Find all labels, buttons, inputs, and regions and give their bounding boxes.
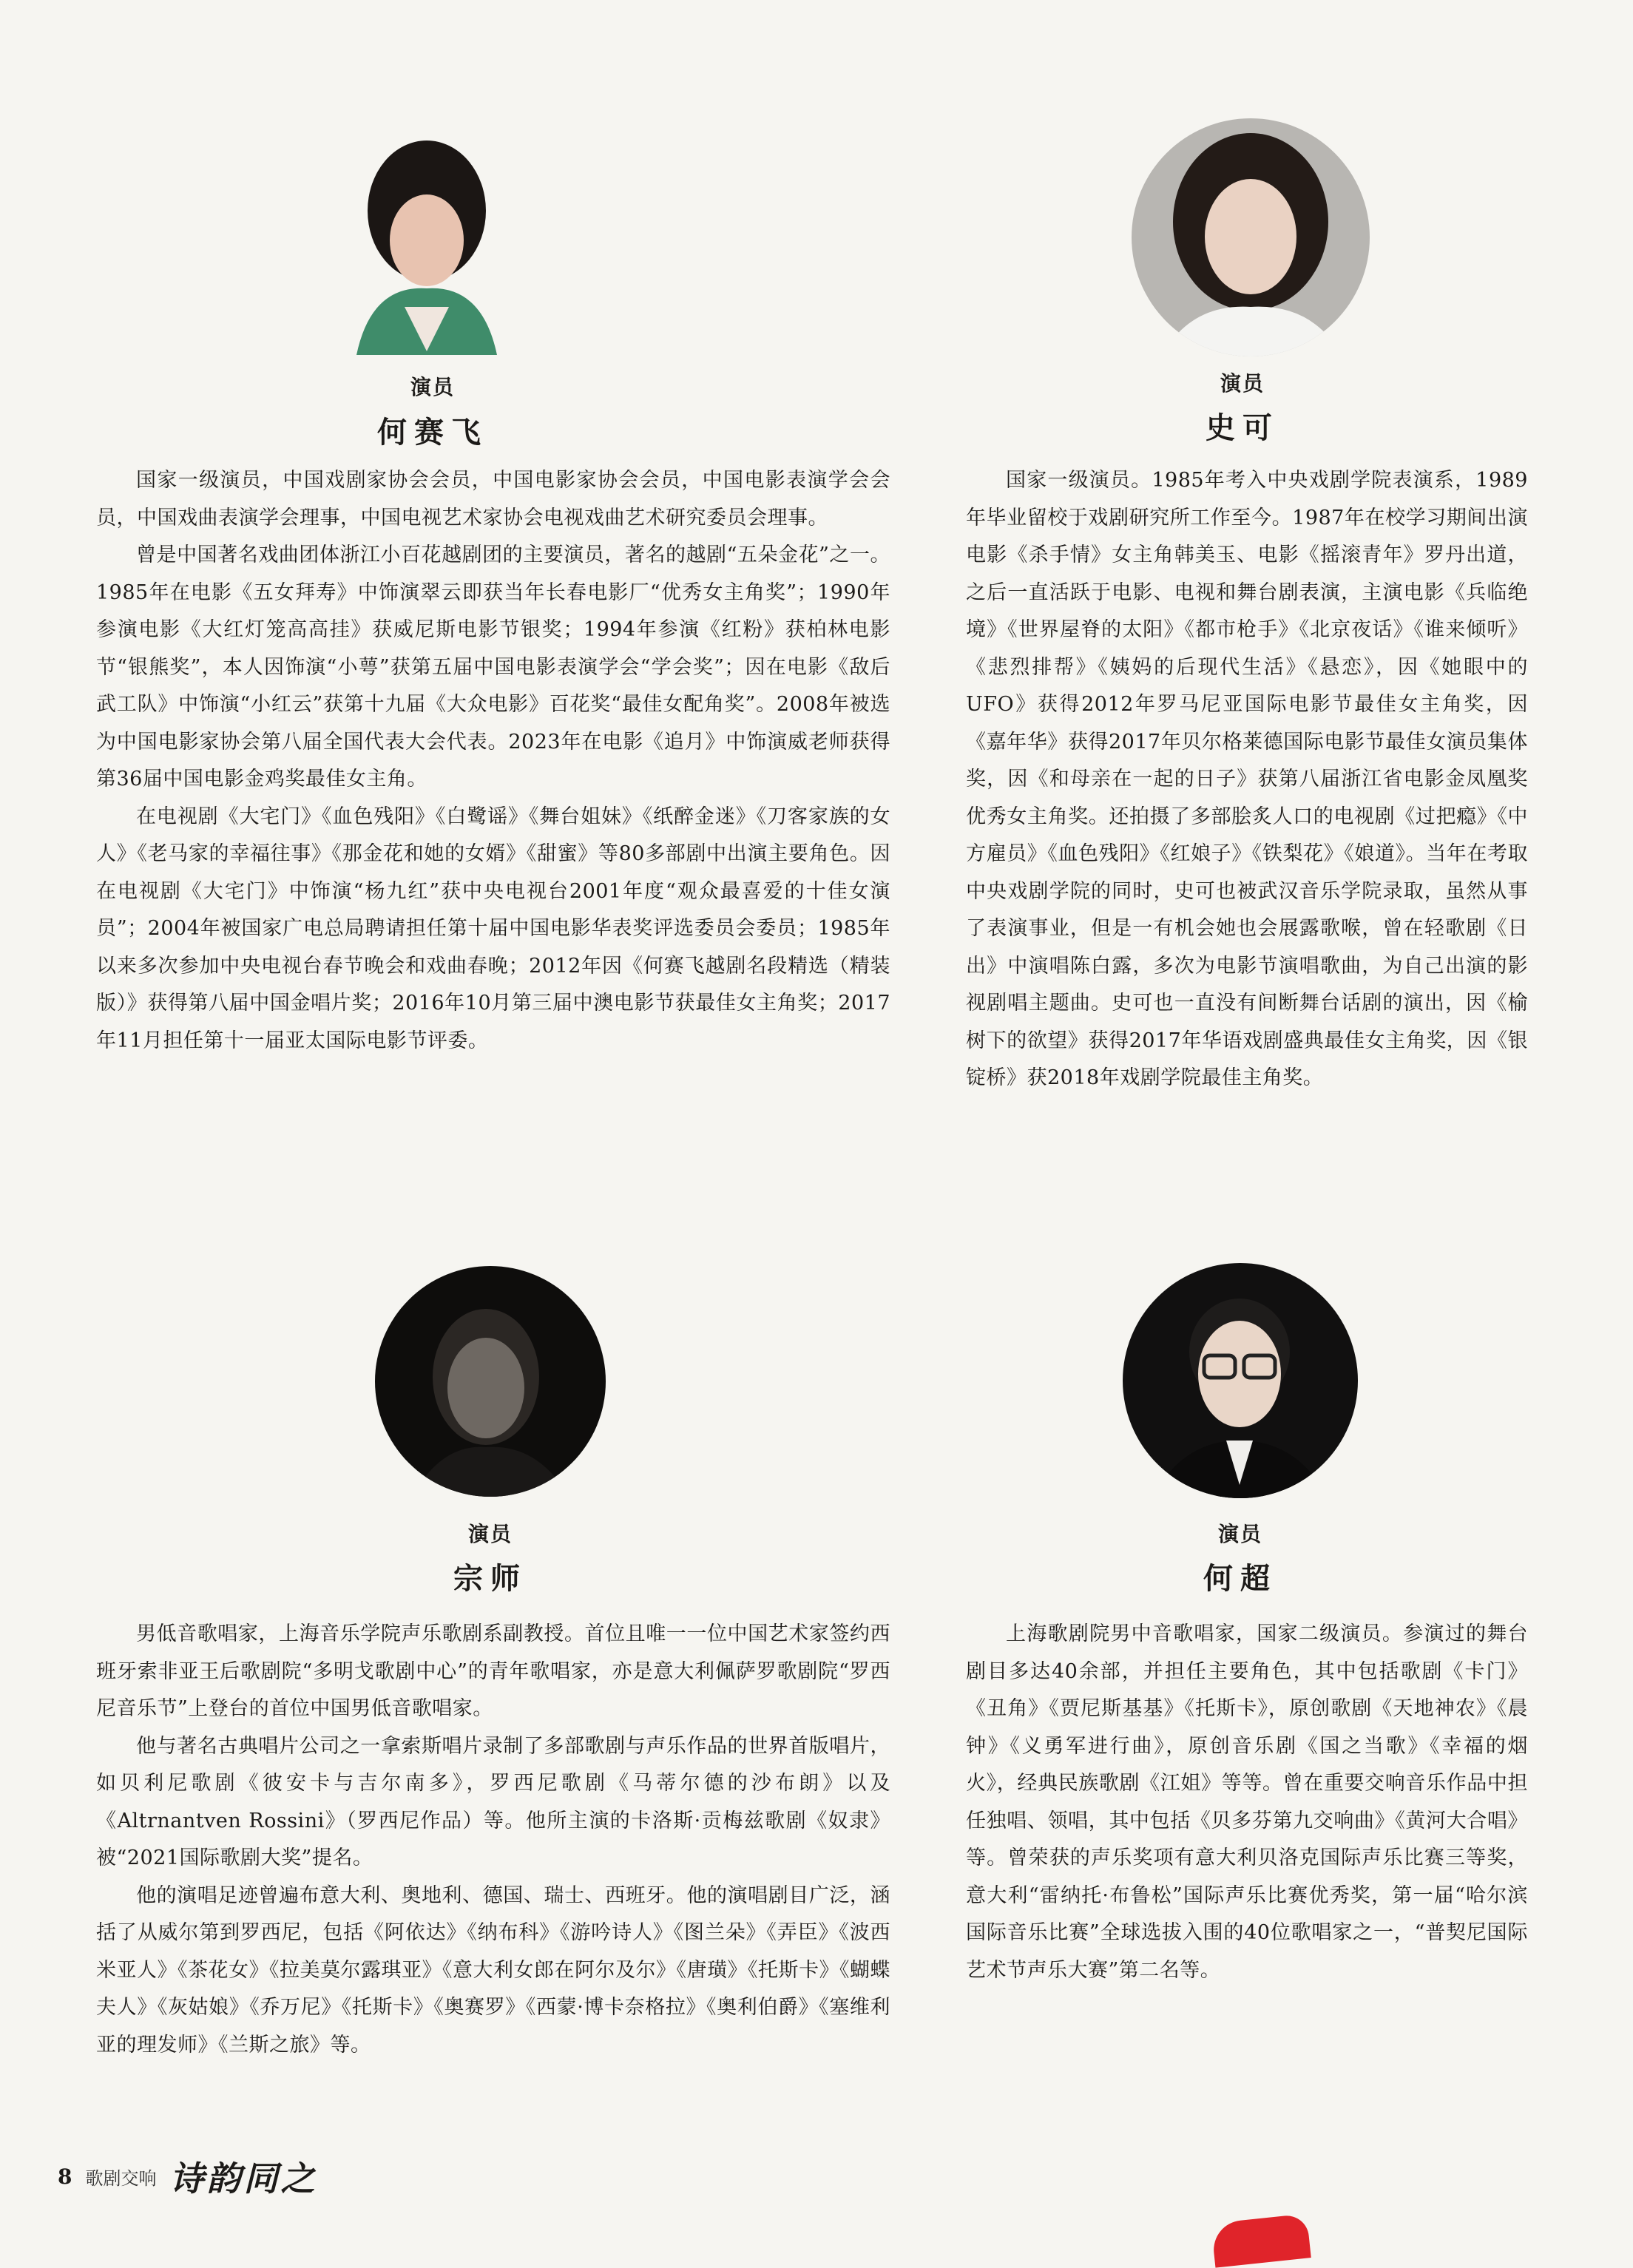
page-footer bbox=[58, 2152, 317, 2201]
role-label: 演员 bbox=[467, 1522, 513, 1546]
bio-paragraph: 男低音歌唱家，上海音乐学院声乐歌剧系副教授。首位且唯一一位中国艺术家签约西班牙索非亚王后歌剧院“多明戈歌剧中心”的青年歌唱家，亦是意大利佩萨罗歌剧院“罗西尼音乐节”上登台的首位中国男低音歌唱家。 bbox=[96, 1622, 890, 1720]
bio-paragraph: 上海歌剧院男中音歌唱家，国家二级演员。参演过的舞台剧目多达40余部，并担任主要角色，其中包括歌剧《卡门》《丑角》《贾尼斯基基》《托斯卡》，原创歌剧《天地神农》《晨钟》《义勇军进行曲》，原创音乐剧《国之当歌》《幸福的烟火》，经典民族歌剧《江姐》等等。曾在重要交响音乐作品中担任独唱、领唱，其中包括《贝多芬第九交响曲》《黄河大合唱》等。曾荣获的声乐奖项有意大利贝洛克国际声乐比赛三等奖，意大利“雷纳托·布鲁松”国际声乐比赛优秀奖，第一届“哈尔滨国际音乐比赛”全球选拔入围的40位歌唱家之一，“普契尼国际艺术节声乐大赛”第二名等。 bbox=[966, 1622, 1528, 1982]
bio-paragraph: 他的演唱足迹曾遍布意大利、奥地利、德国、瑞士、西班牙。他的演唱剧目广泛，涵括了从威尔第到罗西尼，包括《阿依达》《纳布科》《游吟诗人》《图兰朵》《弄臣》《波西米亚人》《茶花女》《拉美莫尔露琪亚》《意大利女郎在阿尔及尔》《唐璜》《托斯卡》《蝴蝶夫人》《灰姑娘》《乔万尼》《托斯卡》《奥赛罗》《西蒙·博卡奈格拉》《奥利伯爵》《塞维利亚的理发师》《兰斯之旅》等。 bbox=[96, 1883, 890, 2057]
person-name: 何赛飞 bbox=[377, 415, 488, 450]
bio-paragraph: 曾是中国著名戏曲团体浙江小百花越剧团的主要演员，著名的越剧“五朵金花”之一。1985年在电影《五女拜寿》中饰演翠云即获当年长春电影厂“优秀女主角奖”；1990年参演电影《大红灯笼高高挂》获威尼斯电影节银奖；1994年参演《红粉》获柏林电影节“银熊奖”，本人因饰演“小萼”获第五届中国电影表演学会“学会奖”；因在电影《敌后武工队》中饰演“小红云”获第十九届《大众电影》百花奖“最佳女配角奖”。2008年被选为中国电影家协会第八届全国代表大会代表。2023年在电影《追月》中饰演威老师获得第36届中国电影金鸡奖最佳女主角。 bbox=[96, 544, 890, 791]
bio-text bbox=[966, 462, 1528, 1097]
bio-paragraph: 国家一级演员，中国戏剧家协会会员，中国电影家协会会员，中国电影表演学会会员，中国戏曲表演学会理事，中国电视艺术家协会电视戏曲艺术研究委员会理事。 bbox=[96, 469, 890, 529]
portrait-photo bbox=[349, 129, 504, 355]
bio-text bbox=[96, 1616, 890, 2064]
bio-text bbox=[966, 1616, 1528, 1989]
bio-text bbox=[96, 462, 890, 1060]
portrait-photo bbox=[1123, 1263, 1358, 1498]
calligraphy-title: 诗韵同之 bbox=[169, 2159, 318, 2198]
bio-paragraph: 他与著名古典唱片公司之一拿索斯唱片录制了多部歌剧与声乐作品的世界首版唱片，如贝利尼歌剧《彼安卡与吉尔南多》，罗西尼歌剧《马蒂尔德的沙布朗》以及《Altrnantven Rossini》（罗西尼作品）等。他所主演的卡洛斯·贡梅兹歌剧《奴隶》被“2021国际歌剧大奖”提名。 bbox=[96, 1734, 890, 1869]
person-name: 何超 bbox=[1203, 1561, 1277, 1596]
person-name: 史可 bbox=[1206, 410, 1279, 445]
role-label: 演员 bbox=[410, 375, 455, 399]
role-label: 演员 bbox=[1217, 1522, 1262, 1546]
portrait-photo bbox=[375, 1266, 606, 1497]
person-name: 宗师 bbox=[453, 1561, 527, 1596]
role-label: 演员 bbox=[1220, 371, 1265, 396]
section-label: 歌剧交响 bbox=[85, 2167, 157, 2189]
portrait-photo bbox=[1132, 118, 1370, 356]
bio-paragraph: 国家一级演员。1985年考入中央戏剧学院表演系，1989年毕业留校于戏剧研究所工作至今。1987年在校学习期间出演电影《杀手情》女主角韩美玉、电影《摇滚青年》罗丹出道，之后一直活跃于电影、电视和舞台剧表演，主演电影《兵临绝境》《世界屋脊的太阳》《都市枪手》《北京夜话》《谁来倾听》《悲烈排帮》《姨妈的后现代生活》《悬恋》，因《她眼中的UFO》获得2012年罗马尼亚国际电影节最佳女主角奖，因《嘉年华》获得2017年贝尔格莱德国际电影节最佳女演员集体奖，因《和母亲在一起的日子》获第八届浙江省电影金凤凰奖优秀女主角奖。还拍摄了多部脍炙人口的电视剧《过把瘾》《中方雇员》《血色残阳》《红娘子》《铁梨花》《娘道》。当年在考取中央戏剧学院的同时，史可也被武汉音乐学院录取，虽然从事了表演事业，但是一有机会她也会展露歌喉，曾在轻歌剧《日出》中演唱陈白露，多次为电影节演唱歌曲，为自己出演的影视剧唱主题曲。史可也一直没有间断舞台话剧的演出，因《榆树下的欲望》获得2017年华语戏剧盛典最佳女主角奖，因《银锭桥》获2018年戏剧学院最佳主角奖。 bbox=[966, 469, 1528, 1089]
page-number: 8 bbox=[58, 2164, 72, 2189]
bio-paragraph: 在电视剧《大宅门》《血色残阳》《白鹭谣》《舞台姐妹》《纸醉金迷》《刀客家族的女人》《老马家的幸福往事》《那金花和她的女婿》《甜蜜》等80多部剧中出演主要角色。因在电视剧《大宅门》中饰演“杨九红”获中央电视台2001年度“观众最喜爱的十佳女演员”；2004年被国家广电总局聘请担任第十届中国电影华表奖评选委员会委员；1985年以来多次参加中央电视台春节晚会和戏曲春晚；2012年因《何赛飞越剧名段精选（精装版）》获得第八届中国金唱片奖；2016年10月第三届中澳电影节获最佳女主角奖；2017年11月担任第十一届亚太国际电影节评委。 bbox=[96, 805, 890, 1052]
red-seal-mark bbox=[1211, 2213, 1311, 2267]
